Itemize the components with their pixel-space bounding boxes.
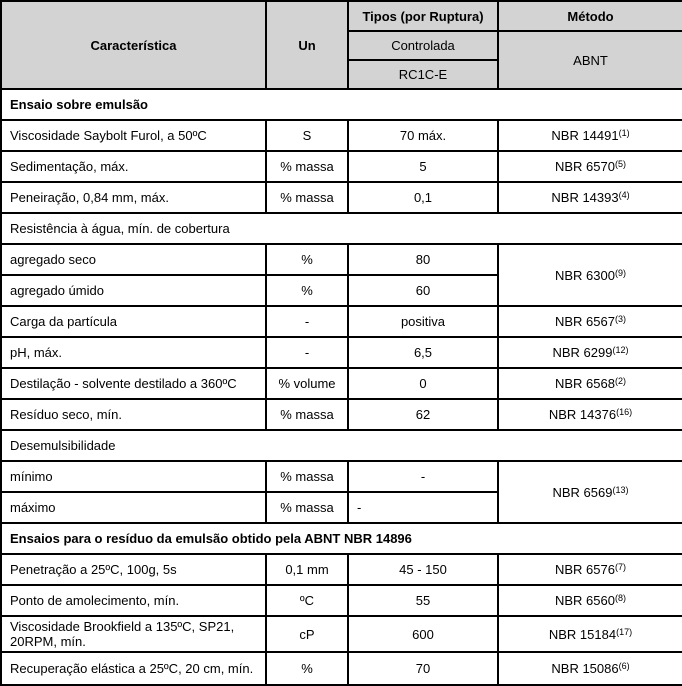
header-cell-characteristic: Característica	[1, 1, 266, 89]
table-row	[1, 585, 682, 616]
method-cell	[498, 244, 682, 306]
table-row	[1, 337, 682, 368]
value-cell: 60	[348, 275, 498, 306]
characteristic-cell: pH, máx.	[1, 337, 266, 368]
method-code: NBR 6560	[555, 593, 615, 608]
table-header	[1, 1, 682, 89]
table-row	[1, 399, 682, 430]
table-body	[1, 89, 682, 685]
table-row	[1, 151, 682, 182]
header-row-1	[1, 1, 682, 31]
table-row	[1, 306, 682, 337]
method-cell	[498, 120, 682, 151]
table-row	[1, 554, 682, 585]
unit-cell: % massa	[266, 399, 348, 430]
unit-cell: % massa	[266, 182, 348, 213]
method-code: NBR 6576	[555, 562, 615, 577]
table-row	[1, 120, 682, 151]
method-cell	[498, 399, 682, 430]
unit-cell: -	[266, 306, 348, 337]
section-row	[1, 89, 682, 120]
value-cell: 0,1	[348, 182, 498, 213]
unit-cell: ºC	[266, 585, 348, 616]
section-label: Ensaios para o resíduo da emulsão obtido pela ABNT NBR 14896	[1, 523, 682, 554]
value-cell: 70 máx.	[348, 120, 498, 151]
method-code: NBR 14376	[548, 407, 617, 422]
method-code: NBR 6300	[555, 267, 615, 283]
unit-cell: % massa	[266, 492, 348, 523]
value-cell: 600	[348, 616, 498, 652]
characteristic-cell: Resíduo seco, mín.	[1, 399, 266, 430]
method-cell	[498, 337, 682, 368]
method-superscript: (17)	[616, 626, 633, 637]
unit-cell: 0,1 mm	[266, 554, 348, 585]
section-label: Ensaio sobre emulsão	[1, 89, 682, 120]
method-cell	[498, 151, 682, 182]
section-label: Resistência à água, mín. de cobertura	[1, 213, 682, 244]
header-cell-type-rc1c-e: RC1C-E	[348, 60, 498, 89]
unit-cell: %	[266, 244, 348, 275]
characteristic-cell: Recuperação elástica a 25ºC, 20 cm, mín.	[1, 652, 266, 685]
value-cell: 70	[348, 652, 498, 685]
value-cell: -	[348, 492, 498, 523]
value-cell: 80	[348, 244, 498, 275]
method-superscript: (12)	[612, 345, 629, 355]
method-code: NBR 6299	[552, 345, 613, 360]
method-cell	[498, 585, 682, 616]
characteristic-cell: Ponto de amolecimento, mín.	[1, 585, 266, 616]
value-cell: positiva	[348, 306, 498, 337]
method-cell	[498, 616, 682, 652]
value-cell: -	[348, 461, 498, 492]
method-superscript: (13)	[612, 484, 629, 495]
method-superscript: (3)	[614, 314, 626, 324]
unit-cell: % massa	[266, 461, 348, 492]
section-row	[1, 213, 682, 244]
section-row	[1, 430, 682, 461]
table-row	[1, 244, 682, 275]
header-cell-types: Tipos (por Ruptura)	[348, 1, 498, 31]
unit-cell: cP	[266, 616, 348, 652]
method-cell	[498, 306, 682, 337]
method-superscript: (6)	[618, 661, 630, 671]
characteristic-cell: Sedimentação, máx.	[1, 151, 266, 182]
method-code: NBR 14491	[551, 128, 619, 143]
header-cell-abnt: ABNT	[498, 31, 682, 89]
method-cell	[498, 652, 682, 685]
section-row	[1, 523, 682, 554]
method-cell	[498, 554, 682, 585]
table-row	[1, 368, 682, 399]
method-code: NBR 15184	[548, 626, 617, 642]
value-cell: 62	[348, 399, 498, 430]
method-superscript: (2)	[614, 376, 626, 386]
characteristic-cell: Carga da partícula	[1, 306, 266, 337]
method-cell	[498, 461, 682, 523]
unit-cell: %	[266, 652, 348, 685]
method-superscript: (8)	[614, 593, 626, 603]
characteristic-cell: Viscosidade Brookfield a 135ºC, SP21, 20RPM, mín.	[1, 616, 266, 652]
table-row	[1, 182, 682, 213]
method-code: NBR 6568	[555, 376, 615, 391]
method-superscript: (5)	[614, 159, 626, 169]
value-cell: 0	[348, 368, 498, 399]
value-cell: 45 - 150	[348, 554, 498, 585]
table-row	[1, 652, 682, 685]
characteristic-cell: Destilação - solvente destilado a 360ºC	[1, 368, 266, 399]
method-code: NBR 6570	[555, 159, 615, 174]
method-cell	[498, 182, 682, 213]
method-cell	[498, 368, 682, 399]
unit-cell: -	[266, 337, 348, 368]
value-cell: 55	[348, 585, 498, 616]
table-row	[1, 461, 682, 492]
header-cell-method: Método	[498, 1, 682, 31]
value-cell: 5	[348, 151, 498, 182]
value-cell: 6,5	[348, 337, 498, 368]
characteristic-cell: agregado seco	[1, 244, 266, 275]
unit-cell: S	[266, 120, 348, 151]
characteristic-cell: Penetração a 25ºC, 100g, 5s	[1, 554, 266, 585]
method-superscript: (16)	[616, 407, 633, 417]
method-superscript: (9)	[614, 267, 626, 278]
method-code: NBR 14393	[551, 190, 619, 205]
method-superscript: (4)	[618, 190, 630, 200]
characteristic-cell: máximo	[1, 492, 266, 523]
method-superscript: (7)	[614, 562, 626, 572]
method-superscript: (1)	[618, 128, 630, 138]
header-cell-unit: Un	[266, 1, 348, 89]
characteristic-cell: agregado úmido	[1, 275, 266, 306]
header-cell-type-controlada: Controlada	[348, 31, 498, 60]
characteristic-cell: mínimo	[1, 461, 266, 492]
characteristic-cell: Peneiração, 0,84 mm, máx.	[1, 182, 266, 213]
method-code: NBR 6569	[552, 484, 613, 500]
section-label: Desemulsibilidade	[1, 430, 682, 461]
unit-cell: %	[266, 275, 348, 306]
unit-cell: % volume	[266, 368, 348, 399]
unit-cell: % massa	[266, 151, 348, 182]
table-row	[1, 616, 682, 652]
characteristic-cell: Viscosidade Saybolt Furol, a 50ºC	[1, 120, 266, 151]
method-code: NBR 15086	[551, 661, 619, 676]
method-code: NBR 6567	[555, 314, 615, 329]
